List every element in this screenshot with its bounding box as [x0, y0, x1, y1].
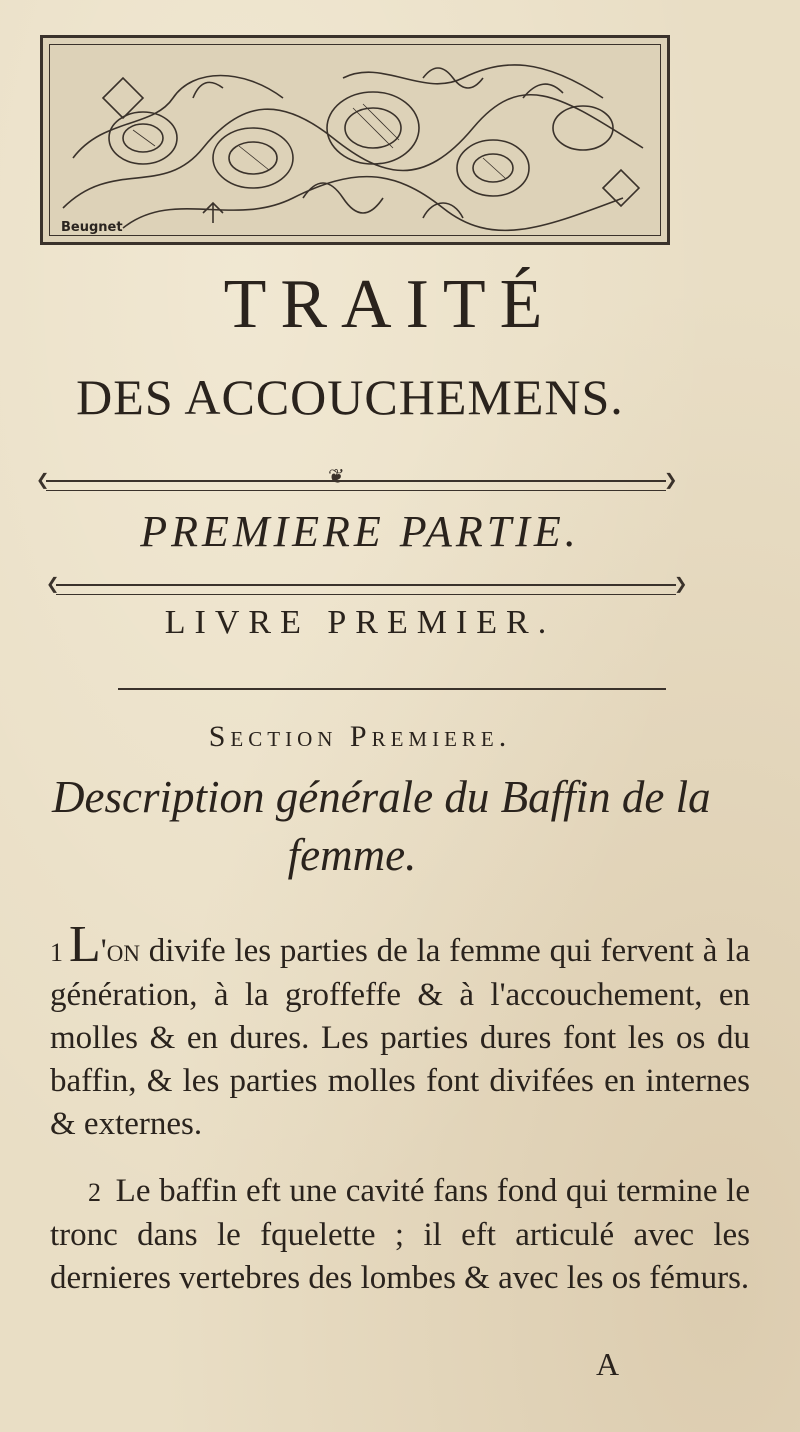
engraved-vignette — [40, 35, 670, 245]
book-title: LIVRE PREMIER. — [164, 604, 556, 641]
engraver-signature: Beugnet — [61, 220, 123, 235]
rule-center-flourish-icon: ❦ — [328, 464, 345, 488]
ornamental-rule-2 — [56, 584, 676, 595]
section-description — [52, 768, 752, 884]
section-description-line2: femme. — [287, 830, 417, 880]
paragraph-text: Le baffin eft une cavité fans fond qui termine le tronc dans le fquelette ; il eft articulé avec les dernieres vertebres des lombes & avec les os fémurs. — [50, 1173, 750, 1296]
drop-cap: L — [69, 916, 101, 973]
signature-mark: A — [596, 1346, 620, 1382]
section-divider — [118, 688, 666, 690]
paragraph-number: 1 — [50, 938, 63, 967]
rule-end-right-icon: ❯ — [674, 574, 688, 593]
ornamental-rule-1 — [46, 480, 666, 491]
rule-end-left-icon: ❮ — [36, 470, 50, 489]
treatise-title: TRAITÉ — [223, 266, 557, 343]
floral-ornament-icon — [43, 38, 670, 245]
section-description-line1: Description générale du Baffin de la — [52, 772, 711, 822]
paragraph-smallcaps: 'on — [100, 933, 140, 969]
treatise-subtitle: DES ACCOUCHEMENS. — [76, 369, 624, 425]
paragraph-text: divife les parties de la femme qui fervent à la génération, à la groffeffe & à l'accouchement, en molles & en dures. Les parties dures font les os du baffin, & les parties molles font divifées en internes & externes. — [50, 933, 750, 1142]
body-text — [50, 916, 750, 1300]
paragraph-1 — [50, 916, 750, 1146]
part-title: PREMIERE PARTIE. — [140, 507, 580, 556]
paragraph-2 — [50, 1170, 750, 1300]
rule-end-left-icon: ❮ — [46, 574, 60, 593]
rule-end-right-icon: ❯ — [664, 470, 678, 489]
section-title: Section Premiere. — [208, 720, 512, 753]
paragraph-number: 2 — [88, 1178, 101, 1207]
